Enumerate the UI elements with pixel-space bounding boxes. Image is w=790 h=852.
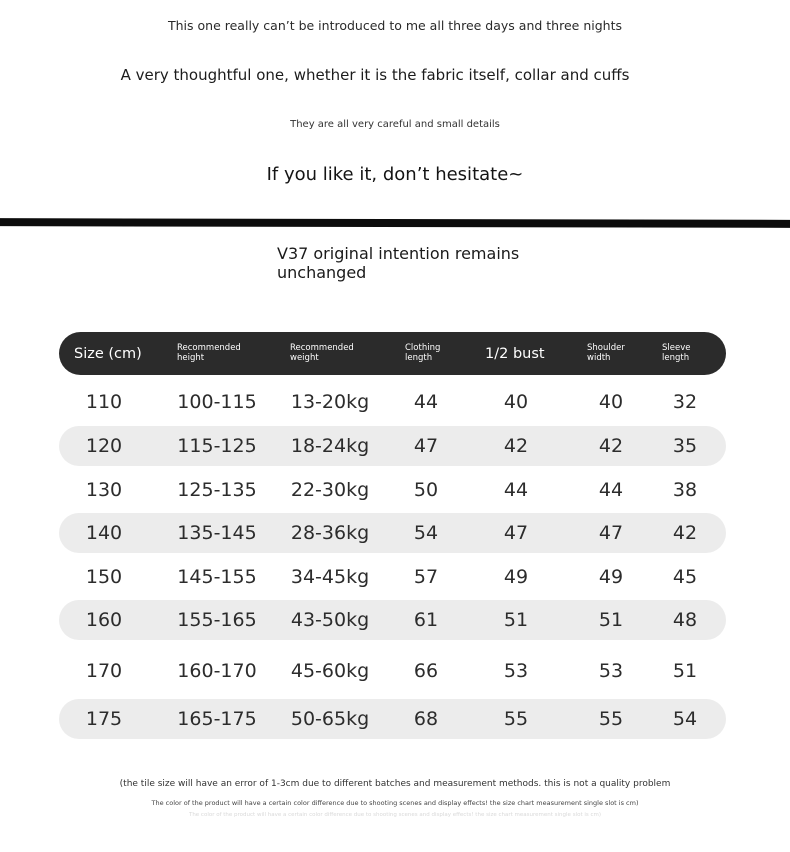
- cell-bust: 51: [503, 609, 529, 631]
- cell-size: 160: [85, 609, 123, 631]
- cell-bust: 47: [503, 522, 529, 544]
- note-line-3-faded: The color of the product will have a certain color difference due to shooting scenes and display effects! the size chart measurement single slot is cm): [188, 812, 602, 818]
- note-line-1: (the tile size will have an error of 1-3cm due to different batches and measurement methods. this is not a quality problem: [119, 779, 671, 789]
- cell-sleeve: 32: [672, 391, 698, 413]
- cell-shoulder: 47: [598, 522, 624, 544]
- cell-weight: 13-20kg: [290, 391, 370, 413]
- cell-shoulder: 53: [598, 660, 624, 682]
- cell-length: 61: [413, 609, 439, 631]
- cell-length: 57: [413, 566, 439, 588]
- table-row: [59, 600, 726, 640]
- header-weight: Recommended weight: [290, 343, 354, 363]
- cell-shoulder: 40: [598, 391, 624, 413]
- cell-sleeve: 35: [672, 435, 698, 457]
- cell-weight: 28-36kg: [290, 522, 370, 544]
- cell-bust: 53: [503, 660, 529, 682]
- header-bust: 1/2 bust: [485, 345, 545, 362]
- header-shoulder: Shoulder width: [587, 343, 625, 363]
- intro-line-2: A very thoughtful one, whether it is the fabric itself, collar and cuffs: [120, 66, 630, 84]
- cell-height: 135-145: [177, 522, 257, 544]
- header-length: Clothing length: [405, 343, 441, 363]
- cell-bust: 44: [503, 479, 529, 501]
- cell-height: 155-165: [177, 609, 257, 631]
- cell-size: 140: [85, 522, 123, 544]
- table-row: [59, 382, 726, 422]
- header-sleeve: Sleeve length: [662, 343, 691, 363]
- table-row: [59, 426, 726, 466]
- cell-weight: 45-60kg: [290, 660, 370, 682]
- cell-sleeve: 51: [672, 660, 698, 682]
- section-divider: [0, 218, 790, 228]
- cell-shoulder: 51: [598, 609, 624, 631]
- cell-height: 115-125: [177, 435, 257, 457]
- intro-line-4: If you like it, don’t hesitate~: [266, 164, 524, 185]
- cell-height: 165-175: [177, 708, 257, 730]
- table-row: [59, 651, 726, 691]
- cell-length: 66: [413, 660, 439, 682]
- cell-sleeve: 45: [672, 566, 698, 588]
- size-table-header: [59, 332, 726, 375]
- cell-size: 150: [85, 566, 123, 588]
- cell-length: 68: [413, 708, 439, 730]
- note-line-2: The color of the product will have a certain color difference due to shooting scenes and display effects! the size chart measurement single slot is cm): [151, 799, 639, 807]
- cell-sleeve: 48: [672, 609, 698, 631]
- intro-line-3: They are all very careful and small details: [290, 119, 500, 130]
- cell-height: 100-115: [177, 391, 257, 413]
- cell-sleeve: 54: [672, 708, 698, 730]
- cell-weight: 43-50kg: [290, 609, 370, 631]
- cell-size: 130: [85, 479, 123, 501]
- cell-length: 47: [413, 435, 439, 457]
- cell-bust: 49: [503, 566, 529, 588]
- cell-size: 120: [85, 435, 123, 457]
- header-size: Size (cm): [74, 345, 142, 362]
- cell-shoulder: 49: [598, 566, 624, 588]
- cell-weight: 34-45kg: [290, 566, 370, 588]
- cell-weight: 18-24kg: [290, 435, 370, 457]
- cell-length: 54: [413, 522, 439, 544]
- table-row: [59, 513, 726, 553]
- table-row: [59, 557, 726, 597]
- page-title: V37 original intention remains unchanged: [277, 244, 520, 282]
- cell-shoulder: 42: [598, 435, 624, 457]
- cell-weight: 50-65kg: [290, 708, 370, 730]
- cell-weight: 22-30kg: [290, 479, 370, 501]
- cell-bust: 55: [503, 708, 529, 730]
- cell-shoulder: 55: [598, 708, 624, 730]
- cell-height: 160-170: [177, 660, 257, 682]
- cell-height: 145-155: [177, 566, 257, 588]
- table-row: [59, 699, 726, 739]
- table-row: [59, 470, 726, 510]
- cell-sleeve: 42: [672, 522, 698, 544]
- cell-length: 50: [413, 479, 439, 501]
- cell-bust: 42: [503, 435, 529, 457]
- cell-size: 175: [85, 708, 123, 730]
- cell-length: 44: [413, 391, 439, 413]
- cell-size: 170: [85, 660, 123, 682]
- cell-sleeve: 38: [672, 479, 698, 501]
- cell-size: 110: [85, 391, 123, 413]
- cell-bust: 40: [503, 391, 529, 413]
- intro-line-1: This one really can’t be introduced to me all three days and three nights: [168, 18, 622, 33]
- cell-height: 125-135: [177, 479, 257, 501]
- header-height: Recommended height: [177, 343, 241, 363]
- cell-shoulder: 44: [598, 479, 624, 501]
